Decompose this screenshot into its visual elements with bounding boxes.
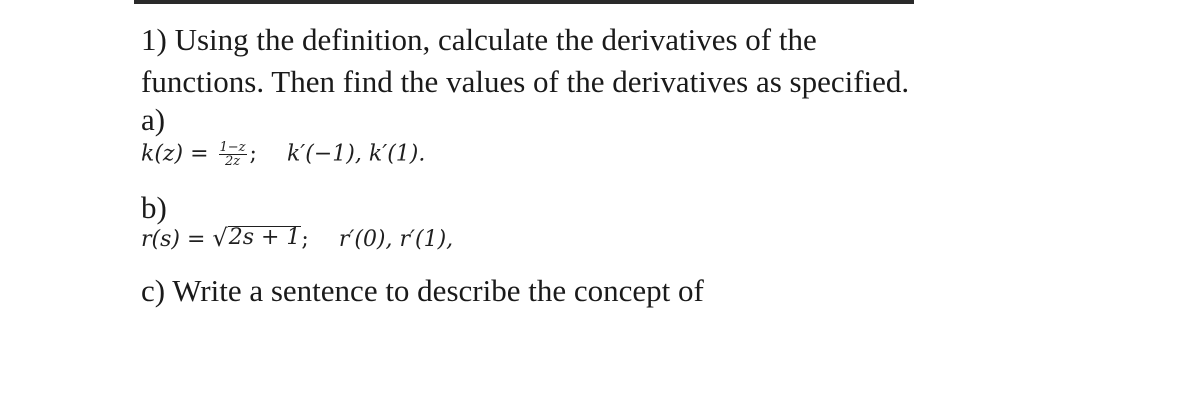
part-b-lhs: r(s) =: [141, 227, 213, 252]
problem-intro-line-2: functions. Then find the values of the derivatives as specified.: [141, 64, 910, 99]
part-b-evaluate: r′(0), r′(1),: [338, 227, 454, 252]
part-a-lhs: k(z) =: [141, 141, 216, 167]
part-a-evaluate: k′(−1), k′(1).: [286, 141, 426, 167]
part-a-numerator: 1−z: [219, 140, 246, 155]
part-b-label: b): [141, 190, 167, 225]
part-a-formula: [141, 141, 425, 168]
part-a-semicolon: ;: [249, 141, 257, 167]
square-root: [212, 226, 301, 250]
part-a-label: a): [141, 102, 166, 137]
part-c-text: c) Write a sentence to describe the concept of: [141, 273, 704, 308]
part-b-semicolon: ;: [301, 227, 309, 252]
top-border-line: [134, 0, 914, 4]
part-b-formula: [141, 226, 453, 253]
problem-intro-line-1: 1) Using the definition, calculate the derivatives of the: [141, 22, 817, 57]
part-a-fraction: [219, 141, 247, 168]
radical-sign-icon: √: [212, 224, 228, 252]
part-a-denominator: 2z: [224, 154, 241, 169]
part-b-radicand: 2s + 1: [228, 225, 301, 250]
